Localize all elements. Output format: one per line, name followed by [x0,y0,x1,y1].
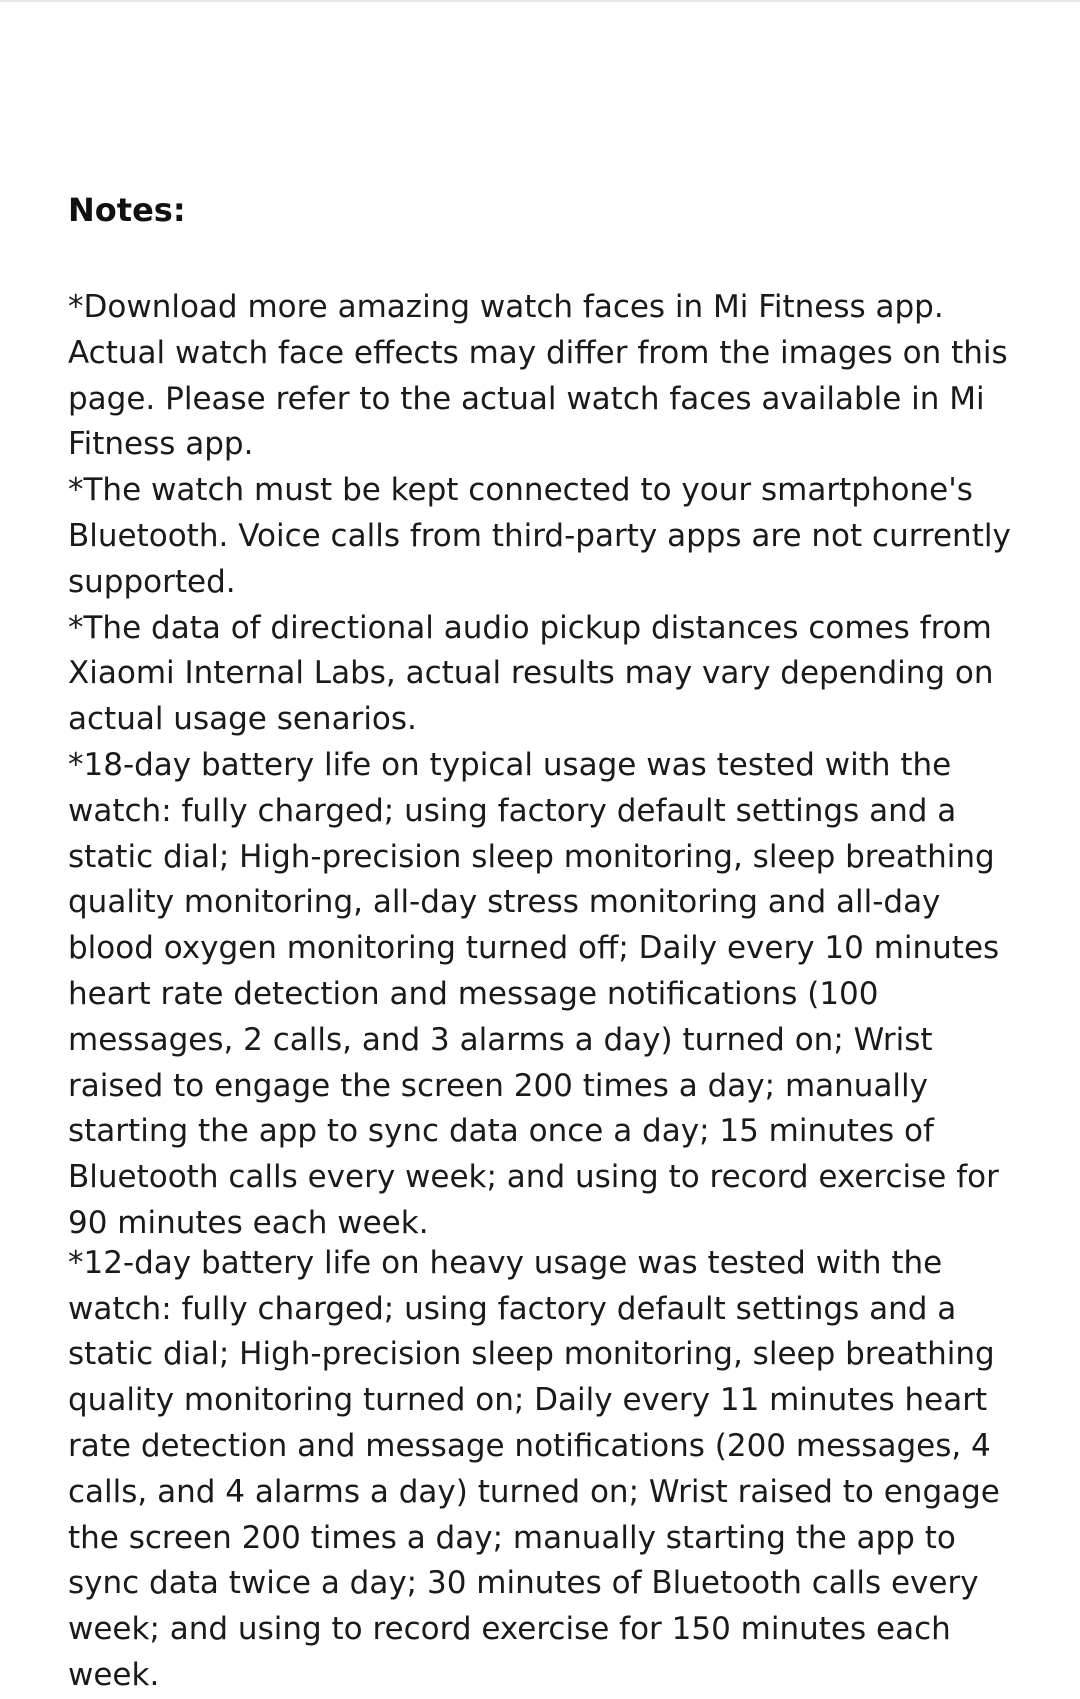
note-bluetooth-calls: *The watch must be kept connected to your smartphone's Bluetooth. Voice calls from third-party apps are not currently supported. [68,472,1011,600]
notes-list [68,285,1018,1699]
top-divider [0,0,1080,2]
note-watch-faces: *Download more amazing watch faces in Mi Fitness app. Actual watch face effects may differ from the images on this page. Please refer to the actual watch faces available in Mi Fitness app. [68,289,1008,463]
note-heavy-battery: *12-day battery life on heavy usage was tested with the watch: fully charged; using factory default settings and a static dial; High-precision sleep monitoring, sleep breathing quality monitoring turned on; Daily every 11 minutes heart rate detection and message notifications (200 messages, 4 calls, and 4 alarms a day) turned on; Wrist raised to engage the screen 200 times a day; manually starting the app to sync data twice a day; 30 minutes of Bluetooth calls every week; and using to record exercise for 150 minutes each week. [68,1244,1000,1693]
notes-heading: Notes: [68,191,186,229]
note-typical-battery: *18-day battery life on typical usage was tested with the watch: fully charged; using factory default settings and a static dial; High-precision sleep monitoring, sleep breathing quality monitoring, all-day stress monitoring and all-day blood oxygen monitoring turned off; Daily every 10 minutes heart rate detection and message notifications (100 messages, 2 calls, and 3 alarms a day) turned on; Wrist raised to engage the screen 200 times a day; manually starting the app to sync data once a day; 15 minutes of Bluetooth calls every week; and using to record exercise for 90 minutes each week. [68,746,1000,1241]
note-audio-pickup: *The data of directional audio pickup distances comes from Xiaomi Internal Labs, actual results may vary depending on actual usage senarios. [68,609,994,738]
